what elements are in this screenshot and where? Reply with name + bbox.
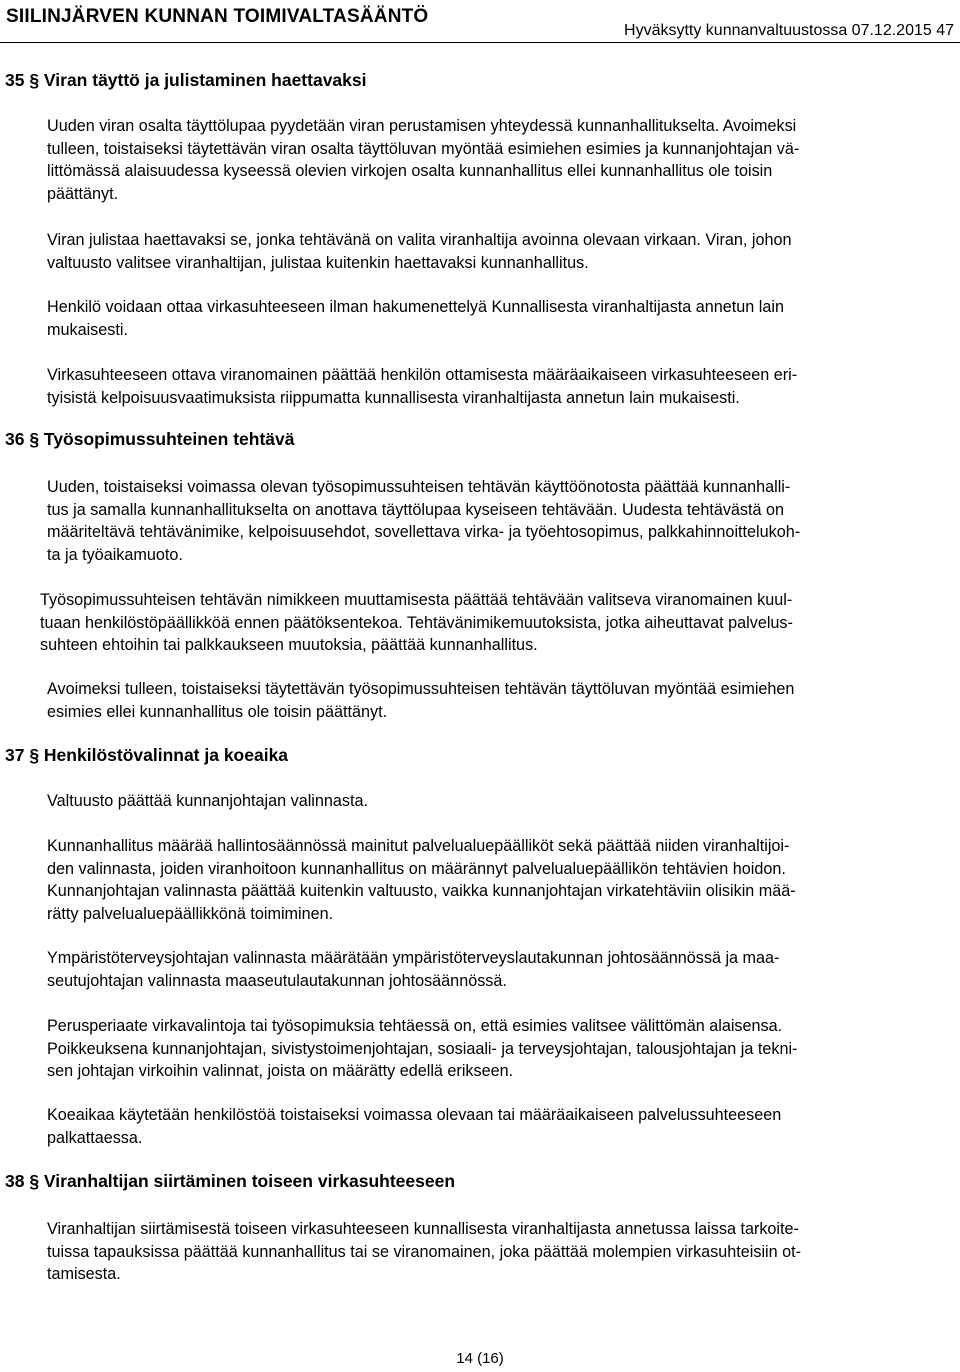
section-37-title: 37 § Henkilöstövalinnat ja koeaika [5, 745, 289, 765]
section-35-paragraph-4: Virkasuhteeseen ottava viranomainen päättää henkilön ottamisesta määräaikaiseen virkasuhteeseen eri- tyisistä kelpoisuusvaatimuksista riippumatta kunnallisesta viranhaltijasta annetun lain mukaisesti. [47, 366, 798, 407]
section-37-paragraph-4: Perusperiaate virkavalintoja tai työsopimuksia tehtäessä on, että esimies valitsee välittömän alaisensa. Poikkeuksena kunnanjohtajan, sivistystoimenjohtajan, sosiaali- ja terveysjohtajan, talousjohtajan ja tekni- sen johtajan virkoihin valinnat, joista on määrätty edellä erikseen. [47, 1017, 798, 1080]
section-36-paragraph-1: Uuden, toistaiseksi voimassa olevan työsopimussuhteisen tehtävän käyttöönotosta päättää kunnanhalli- tus ja samalla kunnanhallitukselta on anottava täyttölupaa kyseiseen tehtävään. Uudesta tehtävästä on määriteltävä tehtävänimike, kelpoisuusehdot, sovellettava virka- ja työehtosopimus, palkkahinnoittelukoh- ta ja työaikamuoto. [47, 478, 801, 564]
section-35-paragraph-1: Uuden viran osalta täyttölupaa pyydetään viran perustamisen yhteydessä kunnanhallitukselta. Avoimeksi tulleen, toistaiseksi täytettävän viran osalta täyttöluvan myöntää esimiehen esimies ja kunnanjohtajan vä- littömässä alaisuudessa kyseessä olevien virkojen osalta kunnanhallitus ellei kunnanhallitus ole toisin päättänyt. [47, 117, 800, 203]
section-37-paragraph-1: Valtuusto päättää kunnanjohtajan valinnasta. [47, 792, 368, 810]
page-number: 14 (16) [456, 1350, 504, 1367]
section-38-title: 38 § Viranhaltijan siirtäminen toiseen virkasuhteeseen [5, 1171, 456, 1191]
document-title: SIILINJÄRVEN KUNNAN TOIMIVALTASÄÄNTÖ [6, 6, 429, 27]
section-36-paragraph-3: Avoimeksi tulleen, toistaiseksi täytettävän työsopimussuhteisen tehtävän täyttöluvan myöntää esimiehen esimies ellei kunnanhallitus ole toisin päättänyt. [47, 680, 795, 721]
section-38-paragraph-1: Viranhaltijan siirtämisestä toiseen virkasuhteeseen kunnallisesta viranhaltijasta annetussa laissa tarkoite- tuissa tapauksissa päättää kunnanhallitus tai se viranomainen, joka päättää molempien virkasuhteisiin ot- tamisesta. [47, 1220, 802, 1283]
page-header [0, 0, 960, 44]
section-36-paragraph-2: Työsopimussuhteisen tehtävän nimikkeen muuttamisesta päättää tehtävään valitseva viranomainen kuul- tuaan henkilöstöpäällikköä ennen päätöksentekoa. Tehtävänimikemuutoksista, jotka aiheuttavat palvelus- suhteen ehtoihin tai palkkaukseen muutoksia, päättää kunnanhallitus. [40, 591, 793, 654]
section-35-title: 35 § Viran täyttö ja julistaminen haettavaksi [5, 70, 367, 90]
section-37-paragraph-3: Ympäristöterveysjohtajan valinnasta määrätään ympäristöterveyslautakunnan johtosäännössä ja maa- seutujohtajan valinnasta maaseutulautakunnan johtosäännössä. [47, 949, 780, 990]
section-35-paragraph-2: Viran julistaa haettavaksi se, jonka tehtävänä on valita viranhaltija avoinna olevaan virkaan. Viran, johon valtuusto valitsee viranhaltijan, julistaa kuitenkin haettavaksi kunnanhallitus. [47, 231, 792, 272]
section-37-paragraph-5: Koeaikaa käytetään henkilöstöä toistaiseksi voimassa olevaan tai määräaikaiseen palvelussuhteeseen palkattaessa. [47, 1106, 782, 1147]
section-36-title: 36 § Työsopimussuhteinen tehtävä [5, 429, 295, 449]
header-divider [0, 42, 960, 43]
approval-date-page: Hyväksytty kunnanvaltuustossa 07.12.2015 47 [624, 22, 954, 39]
section-37-paragraph-2: Kunnanhallitus määrää hallintosäännössä mainitut palvelualuepäälliköt sekä päättää niiden viranhaltijoi- den valinnasta, joiden viranhoitoon kunnanhallitus on määrännyt palvelualuepäällikön tehtävien hoidon. Kunnanjohtajan valinnasta päättää kuitenkin valtuusto, vaikka kunnanjohtajan virkatehtäviin olisikin mää- rätty palvelualuepäällikkönä toimiminen. [47, 837, 796, 923]
section-35-paragraph-3: Henkilö voidaan ottaa virkasuhteeseen ilman hakumenettelyä Kunnallisesta viranhaltijasta annetun lain mukaisesti. [47, 298, 784, 339]
